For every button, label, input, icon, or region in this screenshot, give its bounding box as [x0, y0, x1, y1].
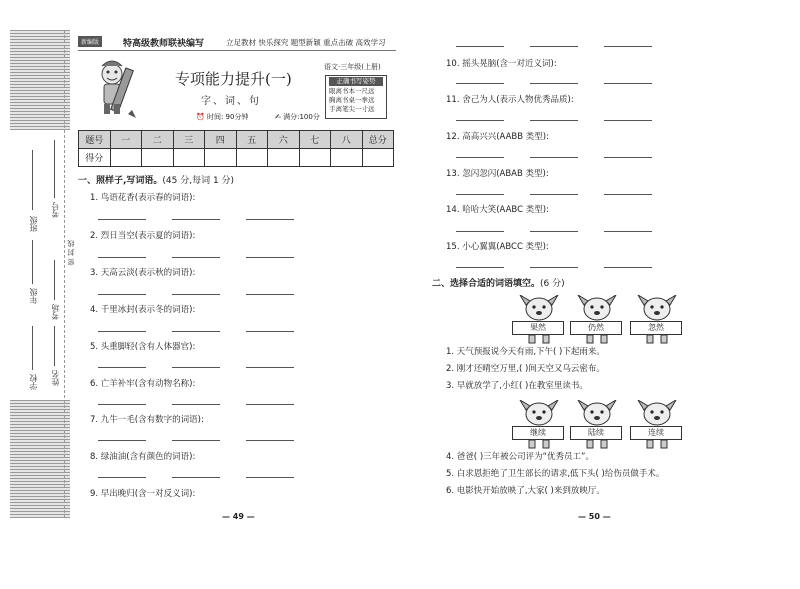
answer-blank[interactable]: [604, 194, 652, 195]
question-item: 2. 刚才还晴空万里,( )间天空又乌云密布。: [446, 364, 605, 374]
answer-blank[interactable]: [530, 120, 578, 121]
answer-blank[interactable]: [246, 331, 294, 332]
section2-heading: [432, 276, 565, 289]
answer-blank[interactable]: [246, 294, 294, 295]
table-header: 题号: [79, 131, 111, 149]
question-item: 4. 千里冰封(表示冬的词语):: [90, 305, 196, 315]
score-cell[interactable]: [331, 149, 363, 167]
answer-blank[interactable]: [604, 157, 652, 158]
school-label: 学校: [29, 374, 38, 390]
clock-icon: ⏰: [196, 113, 205, 121]
answer-blank[interactable]: [246, 219, 294, 220]
dog-icon: [510, 400, 568, 450]
answer-blank[interactable]: [604, 267, 652, 268]
exam-room-line: [54, 260, 55, 300]
answer-blank[interactable]: [456, 231, 504, 232]
seal-text: 密 封 线: [67, 240, 75, 266]
answer-blank[interactable]: [172, 404, 220, 405]
answer-blank[interactable]: [172, 257, 220, 258]
answer-blank[interactable]: [604, 46, 652, 47]
school-line: [32, 326, 33, 370]
motto-line: 胸离书桌一拳远: [329, 96, 375, 104]
question-item: 10. 摇头晃脑(含一对近义词):: [446, 59, 557, 69]
answer-blank[interactable]: [98, 367, 146, 368]
score-table-header-row: [79, 131, 394, 149]
table-header: 八: [331, 131, 363, 149]
answer-blank[interactable]: [246, 477, 294, 478]
question-item: 3. 早就放学了,小红( )在教室里读书。: [446, 381, 588, 391]
answer-blank[interactable]: [530, 267, 578, 268]
answer-blank[interactable]: [172, 367, 220, 368]
motto-line: 眼离书本一尺远: [329, 87, 375, 95]
table-header: 五: [236, 131, 268, 149]
score-table: [78, 130, 394, 167]
exam-no-line: [54, 140, 55, 198]
answer-blank[interactable]: [246, 404, 294, 405]
question-item: 5. 头重脚轻(含有人体器官):: [90, 342, 196, 352]
dog-card: [510, 400, 568, 450]
question-item: 4. 爸爸( )三年被公司评为“优秀员工”。: [446, 452, 594, 462]
table-header: 四: [205, 131, 237, 149]
section2-points: (6 分): [540, 279, 565, 289]
question-item: 9. 早出晚归(含一对反义词):: [90, 489, 196, 499]
answer-blank[interactable]: [172, 477, 220, 478]
word-choice: 忽然: [630, 321, 682, 335]
table-header: 三: [173, 131, 205, 149]
dog-card: [628, 400, 686, 450]
pencil-mascot-icon: [92, 58, 144, 120]
word-choice: 仍然: [570, 321, 622, 335]
word-choice: 陆续: [570, 426, 622, 440]
table-header: 一: [110, 131, 142, 149]
section2-title: 二、选择合适的词语填空。: [432, 279, 541, 289]
posture-motto: [325, 75, 387, 119]
answer-blank[interactable]: [530, 194, 578, 195]
answer-blank[interactable]: [98, 477, 146, 478]
binding-strip: [10, 30, 75, 518]
grade-label: 年级: [29, 288, 38, 304]
time-info: [196, 112, 248, 122]
answer-blank[interactable]: [456, 157, 504, 158]
section1-points: (45 分,每词 1 分): [162, 176, 235, 186]
grade-tag: 语文·三年级(上册): [324, 63, 381, 71]
edition-badge: 新编版: [78, 36, 102, 47]
page-title: 专项能力提升(一): [175, 70, 292, 88]
hatch-pattern-bottom: [10, 400, 70, 518]
answer-blank[interactable]: [456, 194, 504, 195]
question-item: 15. 小心翼翼(ABCC 类型):: [446, 242, 549, 252]
dog-card: [510, 295, 568, 345]
answer-blank[interactable]: [246, 367, 294, 368]
score-cell[interactable]: [110, 149, 142, 167]
grade-line: [32, 240, 33, 284]
question-item: 6. 亡羊补牢(含有动物名称):: [90, 379, 196, 389]
question-item: 14. 哈哈大笑(AABC 类型):: [446, 205, 549, 215]
name-line: [54, 326, 55, 366]
section1-heading: [78, 173, 234, 186]
answer-blank[interactable]: [98, 219, 146, 220]
answer-blank[interactable]: [530, 83, 578, 84]
motto-title: 正确书写姿势: [329, 77, 383, 86]
page-number-left: — 49 —: [222, 512, 255, 521]
score-row-label: 得分: [79, 149, 111, 167]
answer-blank[interactable]: [98, 331, 146, 332]
banner-subtitle: 立足教材 快乐探究 题型新颖 重点击破 高效学习: [226, 38, 386, 47]
class-label: 班级: [29, 216, 38, 232]
answer-blank[interactable]: [456, 46, 504, 47]
score-cell[interactable]: [142, 149, 174, 167]
answer-blank[interactable]: [98, 294, 146, 295]
word-choice: 继续: [512, 426, 564, 440]
question-item: 12. 高高兴兴(AABB 类型):: [446, 132, 549, 142]
answer-blank[interactable]: [530, 46, 578, 47]
name-label: 姓名: [51, 370, 60, 386]
dog-card: [568, 295, 626, 345]
hand-icon: ✍: [275, 113, 281, 121]
answer-blank[interactable]: [172, 440, 220, 441]
page-subtitle: 字、词、句: [201, 96, 261, 107]
answer-blank[interactable]: [246, 257, 294, 258]
score-cell[interactable]: [205, 149, 237, 167]
banner: [78, 36, 396, 50]
word-choice: 果然: [512, 321, 564, 335]
answer-blank[interactable]: [530, 231, 578, 232]
answer-blank[interactable]: [172, 331, 220, 332]
banner-title: 特高级教师联袂编写: [123, 39, 205, 49]
dog-card: [628, 295, 686, 345]
motto-line: 手离笔尖一寸远: [329, 105, 375, 113]
word-choice: 连续: [630, 426, 682, 440]
section1-title: 一、照样子,写词语。: [78, 176, 163, 186]
question-item: 5. 白求恩拒绝了卫生部长的请求,低下头( )给伤员做手术。: [446, 469, 665, 479]
dog-card: [568, 400, 626, 450]
answer-blank[interactable]: [98, 440, 146, 441]
score-cell[interactable]: [362, 149, 394, 167]
answer-blank[interactable]: [604, 83, 652, 84]
answer-blank[interactable]: [456, 267, 504, 268]
table-header: 七: [299, 131, 331, 149]
dog-icon: [628, 400, 686, 450]
score-label: 满分:100分: [283, 113, 320, 121]
question-item: 6. 电影快开始放映了,大家( )来到放映厅。: [446, 486, 605, 496]
table-header: 六: [268, 131, 300, 149]
question-item: 1. 天气预报说今天有雨,下午( )下起雨来。: [446, 347, 605, 357]
answer-blank[interactable]: [172, 219, 220, 220]
table-header: 总分: [362, 131, 394, 149]
cut-line: [64, 30, 65, 518]
dog-icon: [628, 295, 686, 345]
left-header-rule: [78, 50, 396, 51]
dog-icon: [568, 400, 626, 450]
answer-blank[interactable]: [456, 83, 504, 84]
dog-icon: [510, 295, 568, 345]
page-number-right: — 50 —: [578, 512, 611, 521]
score-info: [275, 112, 320, 122]
question-item: 13. 忽闪忽闪(ABAB 类型):: [446, 169, 549, 179]
score-table-score-row: [79, 149, 394, 167]
exam-room-label: 考场: [51, 304, 60, 320]
answer-blank[interactable]: [604, 231, 652, 232]
answer-blank[interactable]: [98, 404, 146, 405]
dog-icon: [568, 295, 626, 345]
score-cell[interactable]: [236, 149, 268, 167]
question-item: 8. 绿油油(含有颜色的词语):: [90, 452, 196, 462]
question-item: 7. 九牛一毛(含有数字的词语):: [90, 415, 204, 425]
question-item: 3. 天高云淡(表示秋的词语):: [90, 268, 196, 278]
answer-blank[interactable]: [172, 294, 220, 295]
answer-blank[interactable]: [98, 257, 146, 258]
question-item: 11. 舍己为人(表示人物优秀品质):: [446, 95, 574, 105]
table-header: 二: [142, 131, 174, 149]
question-item: 2. 烈日当空(表示夏的词语):: [90, 231, 196, 241]
answer-blank[interactable]: [604, 120, 652, 121]
answer-blank[interactable]: [530, 157, 578, 158]
time-label: 时间: 90分钟: [206, 113, 249, 121]
answer-blank[interactable]: [246, 440, 294, 441]
score-cell[interactable]: [299, 149, 331, 167]
exam-no-label: 考号: [51, 202, 60, 218]
score-cell[interactable]: [173, 149, 205, 167]
hatch-pattern-top: [10, 30, 70, 130]
question-item: 1. 鸟语花香(表示春的词语):: [90, 193, 196, 203]
score-cell[interactable]: [268, 149, 300, 167]
answer-blank[interactable]: [456, 120, 504, 121]
class-line: [32, 150, 33, 210]
